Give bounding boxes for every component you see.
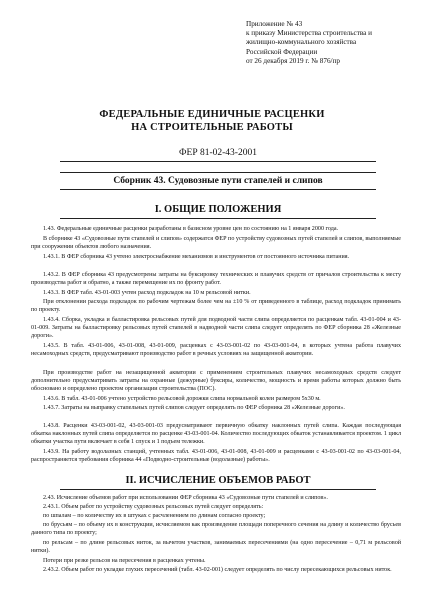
para-13: 1.43.9. На работу водолазных станций, учтенных табл. 43-01-006, 43-01-008, 43-01-009 и расценками с 43-03-001-02 по 43-03-001-04, распространяется требования сборника 44 «Подводно-строительные (водолазные) работы». xyxy=(31,449,401,463)
appendix-line: к приказу Министерства строительства и xyxy=(246,29,373,38)
para-16: по шпалам – по количеству их в штуках с расчленением по длинам согласно проекту; xyxy=(43,513,266,519)
para-18: по рельсам – по длине рельсовых ниток, за вычетом участков, занимаемых пересечениями (на одно пересечение – 0,71 м рельсовой нитки). xyxy=(31,540,401,554)
para-19: Потери при резке рельсов на пересечения в расценках учтены. xyxy=(43,558,206,564)
para-9: При производстве работ на незащищенной акватории с применением строительных плавучих несамоходных средств следует дополнительно предусматривать затраты на охранные (дежурные) буксиры, количество, мощность и время работы которых должно быть обосновано и определено проектом организации строительства (ПОС). xyxy=(31,370,401,392)
para-4: 1.43.2. В ФЕР сборника 43 предусмотрены затраты на буксировку технических и плавучих средств от причалов строительства к месту производства работ и обратно, а также перемещение их по фронту работ. xyxy=(31,272,401,286)
para-3: 1.43.1. В ФЕР сборника 43 учтено электроснабжение механизмов и инструментов от постоянного источника питания. xyxy=(43,254,350,260)
appendix-line: от 26 декабря 2019 г. № 876/пр xyxy=(246,56,340,65)
title-line-1: ФЕДЕРАЛЬНЫЕ ЕДИНИЧНЫЕ РАСЦЕНКИ xyxy=(99,109,325,120)
appendix-line: Приложение № 43 xyxy=(246,20,303,28)
para-5: 1.43.3. В ФЕР табл. 43-01-003 учтен расход подкладок на 10 м рельсовой нитки. xyxy=(43,290,251,296)
para-7: 1.43.4. Сборка, укладка и балластировка рельсовых путей для подводной части слипа определяется по расценкам табл. 43-01-004 и 43-01-009. Затраты на балластировку рельсовых путей стапелей в надводной части слипа следует определять по ФЕР сборника 28 «Железные дороги». xyxy=(31,317,401,339)
para-17: по брусьям – по объему их в конструкции, исчисляемом как произведение площади поперечного сечения на длину и количество брусьев данного типа по проекту; xyxy=(31,522,401,536)
section-heading-general: I. ОБЩИЕ ПОЛОЖЕНИЯ xyxy=(60,204,376,219)
document-title xyxy=(0,108,424,134)
para-8: 1.43.5. В табл. 43-01-006, 43-01-008, 43-01-009, расценках с 43-03-001-02 по 43-03-001-04, в которых учтена работа плавучих несамоходных средств, предусматривают производство работ в речных условиях на защищенной акватории. xyxy=(31,343,401,357)
para-2: В сборнике 43 «Судовозные пути стапелей и слипов» содержатся ФЕР по устройству судовозных путей стапелей и слипов, выполняемые при сооружении объектов любого назначения. xyxy=(31,236,401,250)
para-10: 1.43.6. В табл. 43-01-006 учтено устройство рельсовой дорожки слипа нормальной колеи размером 5х30 м. xyxy=(43,396,321,402)
appendix-line: жилищно-коммунального хозяйства xyxy=(246,38,357,47)
para-14: 2.43. Исчисление объемов работ при использовании ФЕР сборника 43 «Судовозные пути стапелей и слипов». xyxy=(43,495,328,501)
appendix-line: Российской Федерации xyxy=(246,47,318,56)
para-11: 1.43.7. Затраты на выправку стапельных путей слипов следует определять по ФЕР сборника 28 «Железные дороги». xyxy=(43,405,345,411)
para-6: При отклонении расхода подкладок по рабочим чертежам более чем на ±10 % от приведенного в таблице, расход подкладок принимать по проекту. xyxy=(31,299,401,313)
collection-heading: Сборник 43. Судовозные пути стапелей и слипов xyxy=(60,172,376,190)
title-line-2: НА СТРОИТЕЛЬНЫЕ РАБОТЫ xyxy=(131,122,293,133)
para-15: 2.43.1. Объем работ по устройству судовозных рельсовых путей следует определять: xyxy=(43,504,264,510)
para-12: 1.43.8. Расценки 43-03-001-02, 43-03-001-03 предусматривают первичную обкатку наклонных путей слипа. Каждая последующая обкатка наклонных путей слипа определяется по расценке 43-03-001-04. Количество последующих обкаток устанавливается проектом. 1 цикл обкатки участка пути включает в себя 1 спуск и 1 подъем тележки. xyxy=(31,423,401,445)
document-code: ФЕР 81-02-43-2001 xyxy=(60,148,376,162)
para-1: 1.43. Федеральные единичные расценки разработаны в базисном уровне цен по состоянию на 1 января 2000 года. xyxy=(43,226,339,232)
para-20: 2.43.2. Объем работ по укладке глухих пересечений (табл. 43-02-001) следует определять по числу пересекающихся рельсовых ниток. xyxy=(43,567,392,573)
section-heading-volumes: II. ИСЧИСЛЕНИЕ ОБЪЕМОВ РАБОТ xyxy=(60,475,376,490)
appendix-header xyxy=(246,20,406,66)
